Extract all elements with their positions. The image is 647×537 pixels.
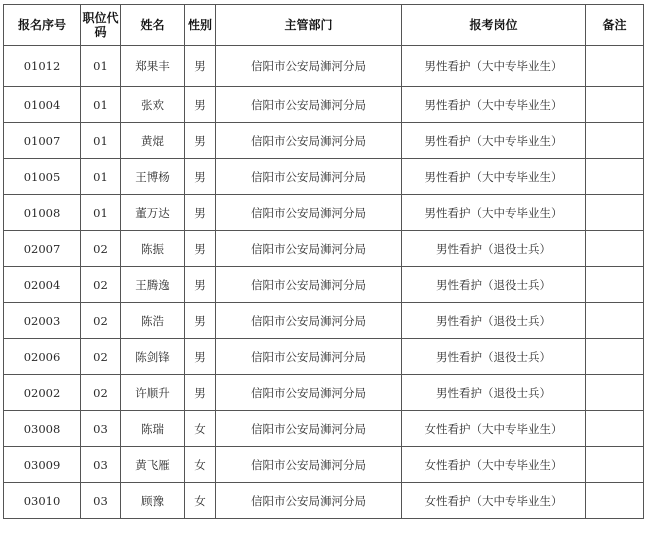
header-department: 主管部门 bbox=[216, 5, 402, 46]
cell-job-code: 01 bbox=[81, 87, 121, 123]
table-row bbox=[4, 87, 644, 123]
cell-gender: 女 bbox=[185, 483, 216, 519]
cell-name: 陈振 bbox=[121, 231, 185, 267]
cell-department: 信阳市公安局浉河分局 bbox=[216, 375, 402, 411]
cell-remark bbox=[586, 231, 644, 267]
table-row bbox=[4, 123, 644, 159]
cell-gender: 男 bbox=[185, 231, 216, 267]
table-container bbox=[3, 4, 644, 519]
cell-reg-no: 01012 bbox=[4, 46, 81, 87]
cell-job-code: 02 bbox=[81, 231, 121, 267]
cell-name: 王腾逸 bbox=[121, 267, 185, 303]
cell-department: 信阳市公安局浉河分局 bbox=[216, 339, 402, 375]
cell-remark bbox=[586, 159, 644, 195]
cell-reg-no: 02007 bbox=[4, 231, 81, 267]
cell-job-code: 03 bbox=[81, 447, 121, 483]
header-gender: 性别 bbox=[185, 5, 216, 46]
table-row bbox=[4, 339, 644, 375]
cell-name: 陈瑞 bbox=[121, 411, 185, 447]
table-row bbox=[4, 195, 644, 231]
cell-department: 信阳市公安局浉河分局 bbox=[216, 447, 402, 483]
cell-position: 男性看护（大中专毕业生） bbox=[402, 87, 586, 123]
table-row bbox=[4, 483, 644, 519]
cell-gender: 男 bbox=[185, 46, 216, 87]
cell-position: 男性看护（退役士兵） bbox=[402, 231, 586, 267]
table-row bbox=[4, 447, 644, 483]
cell-gender: 男 bbox=[185, 375, 216, 411]
cell-gender: 女 bbox=[185, 447, 216, 483]
cell-reg-no: 01005 bbox=[4, 159, 81, 195]
cell-position: 男性看护（退役士兵） bbox=[402, 303, 586, 339]
cell-position: 女性看护（大中专毕业生） bbox=[402, 483, 586, 519]
cell-department: 信阳市公安局浉河分局 bbox=[216, 195, 402, 231]
cell-name: 顾豫 bbox=[121, 483, 185, 519]
table-row bbox=[4, 231, 644, 267]
table-row bbox=[4, 303, 644, 339]
cell-job-code: 01 bbox=[81, 159, 121, 195]
cell-department: 信阳市公安局浉河分局 bbox=[216, 46, 402, 87]
cell-job-code: 02 bbox=[81, 339, 121, 375]
cell-remark bbox=[586, 375, 644, 411]
cell-reg-no: 01004 bbox=[4, 87, 81, 123]
cell-gender: 男 bbox=[185, 267, 216, 303]
cell-reg-no: 02006 bbox=[4, 339, 81, 375]
cell-job-code: 01 bbox=[81, 195, 121, 231]
cell-remark bbox=[586, 411, 644, 447]
cell-position: 男性看护（退役士兵） bbox=[402, 375, 586, 411]
header-position: 报考岗位 bbox=[402, 5, 586, 46]
cell-name: 许顺升 bbox=[121, 375, 185, 411]
cell-job-code: 02 bbox=[81, 303, 121, 339]
cell-position: 男性看护（大中专毕业生） bbox=[402, 46, 586, 87]
header-reg-no: 报名序号 bbox=[4, 5, 81, 46]
header-remark: 备注 bbox=[586, 5, 644, 46]
header-row bbox=[4, 5, 644, 46]
cell-position: 男性看护（大中专毕业生） bbox=[402, 195, 586, 231]
cell-reg-no: 03009 bbox=[4, 447, 81, 483]
cell-gender: 男 bbox=[185, 123, 216, 159]
cell-position: 男性看护（大中专毕业生） bbox=[402, 159, 586, 195]
cell-department: 信阳市公安局浉河分局 bbox=[216, 123, 402, 159]
cell-position: 女性看护（大中专毕业生） bbox=[402, 411, 586, 447]
cell-gender: 男 bbox=[185, 339, 216, 375]
cell-reg-no: 02004 bbox=[4, 267, 81, 303]
header-job-code: 职位代码 bbox=[81, 5, 121, 46]
cell-job-code: 03 bbox=[81, 411, 121, 447]
cell-gender: 男 bbox=[185, 159, 216, 195]
table-row bbox=[4, 46, 644, 87]
cell-gender: 男 bbox=[185, 195, 216, 231]
cell-job-code: 01 bbox=[81, 46, 121, 87]
cell-department: 信阳市公安局浉河分局 bbox=[216, 411, 402, 447]
cell-name: 黄焜 bbox=[121, 123, 185, 159]
cell-name: 陈剑锋 bbox=[121, 339, 185, 375]
cell-remark bbox=[586, 483, 644, 519]
cell-department: 信阳市公安局浉河分局 bbox=[216, 87, 402, 123]
cell-name: 黄飞雁 bbox=[121, 447, 185, 483]
cell-reg-no: 02002 bbox=[4, 375, 81, 411]
cell-remark bbox=[586, 123, 644, 159]
header-name: 姓名 bbox=[121, 5, 185, 46]
cell-gender: 男 bbox=[185, 87, 216, 123]
cell-name: 陈浩 bbox=[121, 303, 185, 339]
cell-reg-no: 03010 bbox=[4, 483, 81, 519]
cell-remark bbox=[586, 46, 644, 87]
cell-remark bbox=[586, 447, 644, 483]
table-row bbox=[4, 375, 644, 411]
cell-position: 男性看护（退役士兵） bbox=[402, 339, 586, 375]
cell-department: 信阳市公安局浉河分局 bbox=[216, 231, 402, 267]
cell-job-code: 02 bbox=[81, 267, 121, 303]
cell-department: 信阳市公安局浉河分局 bbox=[216, 483, 402, 519]
cell-gender: 女 bbox=[185, 411, 216, 447]
cell-name: 张欢 bbox=[121, 87, 185, 123]
cell-reg-no: 02003 bbox=[4, 303, 81, 339]
cell-department: 信阳市公安局浉河分局 bbox=[216, 303, 402, 339]
cell-remark bbox=[586, 87, 644, 123]
cell-department: 信阳市公安局浉河分局 bbox=[216, 267, 402, 303]
candidate-table bbox=[3, 4, 644, 519]
cell-position: 男性看护（大中专毕业生） bbox=[402, 123, 586, 159]
cell-department: 信阳市公安局浉河分局 bbox=[216, 159, 402, 195]
cell-name: 董万达 bbox=[121, 195, 185, 231]
cell-remark bbox=[586, 303, 644, 339]
cell-job-code: 03 bbox=[81, 483, 121, 519]
cell-name: 郑果丰 bbox=[121, 46, 185, 87]
cell-reg-no: 03008 bbox=[4, 411, 81, 447]
cell-reg-no: 01008 bbox=[4, 195, 81, 231]
table-row bbox=[4, 411, 644, 447]
table-row bbox=[4, 159, 644, 195]
cell-position: 男性看护（退役士兵） bbox=[402, 267, 586, 303]
table-row bbox=[4, 267, 644, 303]
cell-name: 王博杨 bbox=[121, 159, 185, 195]
cell-job-code: 02 bbox=[81, 375, 121, 411]
cell-position: 女性看护（大中专毕业生） bbox=[402, 447, 586, 483]
cell-reg-no: 01007 bbox=[4, 123, 81, 159]
cell-job-code: 01 bbox=[81, 123, 121, 159]
cell-remark bbox=[586, 267, 644, 303]
cell-remark bbox=[586, 195, 644, 231]
cell-remark bbox=[586, 339, 644, 375]
cell-gender: 男 bbox=[185, 303, 216, 339]
